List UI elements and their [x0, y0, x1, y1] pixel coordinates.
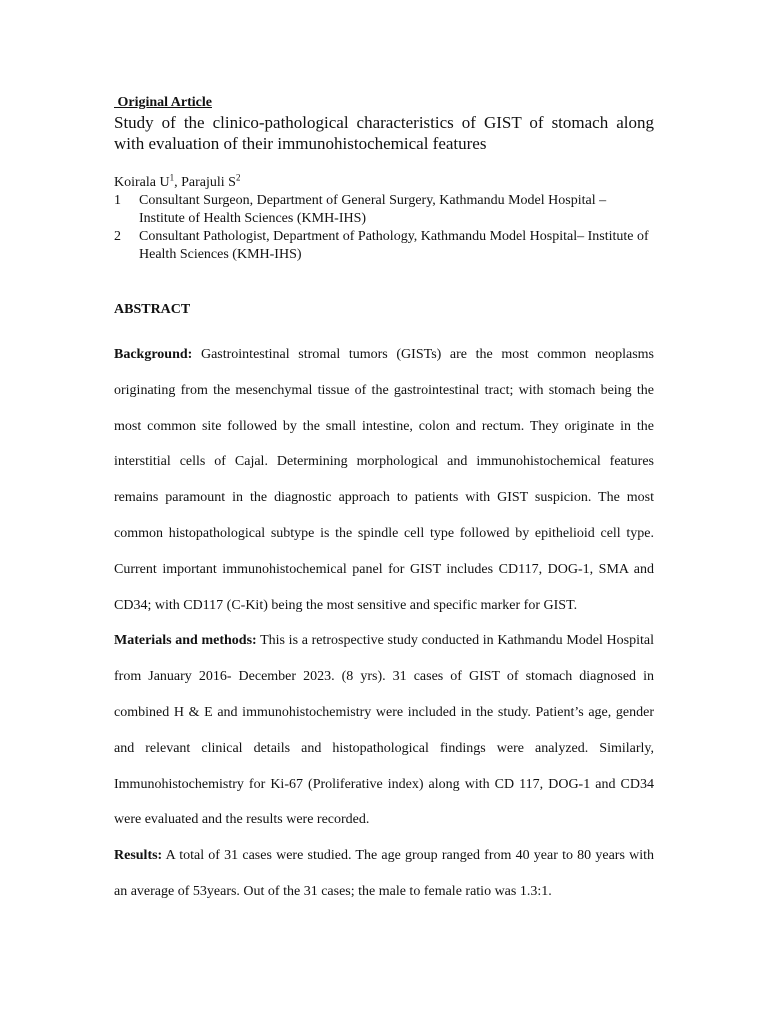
author-separator: ,	[174, 175, 182, 190]
affiliation-number: 2	[114, 229, 121, 244]
affiliation-number: 1	[114, 193, 121, 208]
affiliation-list	[114, 192, 654, 264]
affiliation-item	[114, 192, 654, 228]
document-page	[114, 95, 654, 910]
affiliation-text: Consultant Surgeon, Department of General Surgery, Kathmandu Model Hospital – Institute of Health Sciences (KMH-IHS)	[139, 193, 607, 226]
abstract-methods-paragraph	[114, 623, 654, 838]
section-label: Results:	[114, 848, 163, 864]
author-affiliation-marker: 1	[169, 172, 175, 183]
article-title: Study of the clinico-pathological characteristics of GIST of stomach along with evaluation of their immunohistochemical features	[114, 113, 654, 153]
section-text: Gastrointestinal stromal tumors (GISTs) are the most common neoplasms originating from the mesenchymal tissue of the gastrointestinal tract; with stomach being the most common site followed by the small intestine, colon and rectum. They originate in the interstitial cells of Cajal. Determining morphological and immunohistochemical features remains paramount in the diagnostic approach to patients with GIST suspicion. The most common histopathological subtype is the spindle cell type followed by epithelioid cell type. Current important immunohistochemical panel for GIST includes CD117, DOG-1, SMA and CD34; with CD117 (C-Kit) being the most sensitive and specific marker for GIST.	[114, 347, 654, 613]
abstract-background-paragraph	[114, 337, 654, 623]
section-label: Materials and methods:	[114, 633, 257, 649]
section-text: A total of 31 cases were studied. The age group ranged from 40 year to 80 years with an average of 53years. Out of the 31 cases; the male to female ratio was 1.3:1.	[114, 848, 654, 899]
article-type-label: Original Article	[114, 95, 212, 110]
abstract-heading: ABSTRACT	[114, 302, 191, 317]
abstract-results-paragraph	[114, 838, 654, 910]
author-name: Koirala U	[114, 175, 170, 190]
section-label: Background:	[114, 347, 193, 362]
section-text: This is a retrospective study conducted in Kathmandu Model Hospital from January 2016- December 2023. (8 yrs). 31 cases of GIST of stomach diagnosed in combined H & E and immunohistochemistry were included in the study. Patient’s age, gender and relevant clinical details and histopathological findings were analyzed. Similarly, Immunohistochemistry for Ki-67 (Proliferative index) along with CD 117, DOG-1 and CD34 were evaluated and the results were recorded.	[114, 633, 654, 828]
author-name: Parajuli S	[181, 175, 236, 190]
author-line	[114, 174, 654, 192]
affiliation-item	[114, 228, 654, 264]
author-affiliation-marker: 2	[235, 172, 241, 183]
affiliation-text: Consultant Pathologist, Department of Pathology, Kathmandu Model Hospital– Institute of Health Sciences (KMH-IHS)	[139, 229, 649, 262]
